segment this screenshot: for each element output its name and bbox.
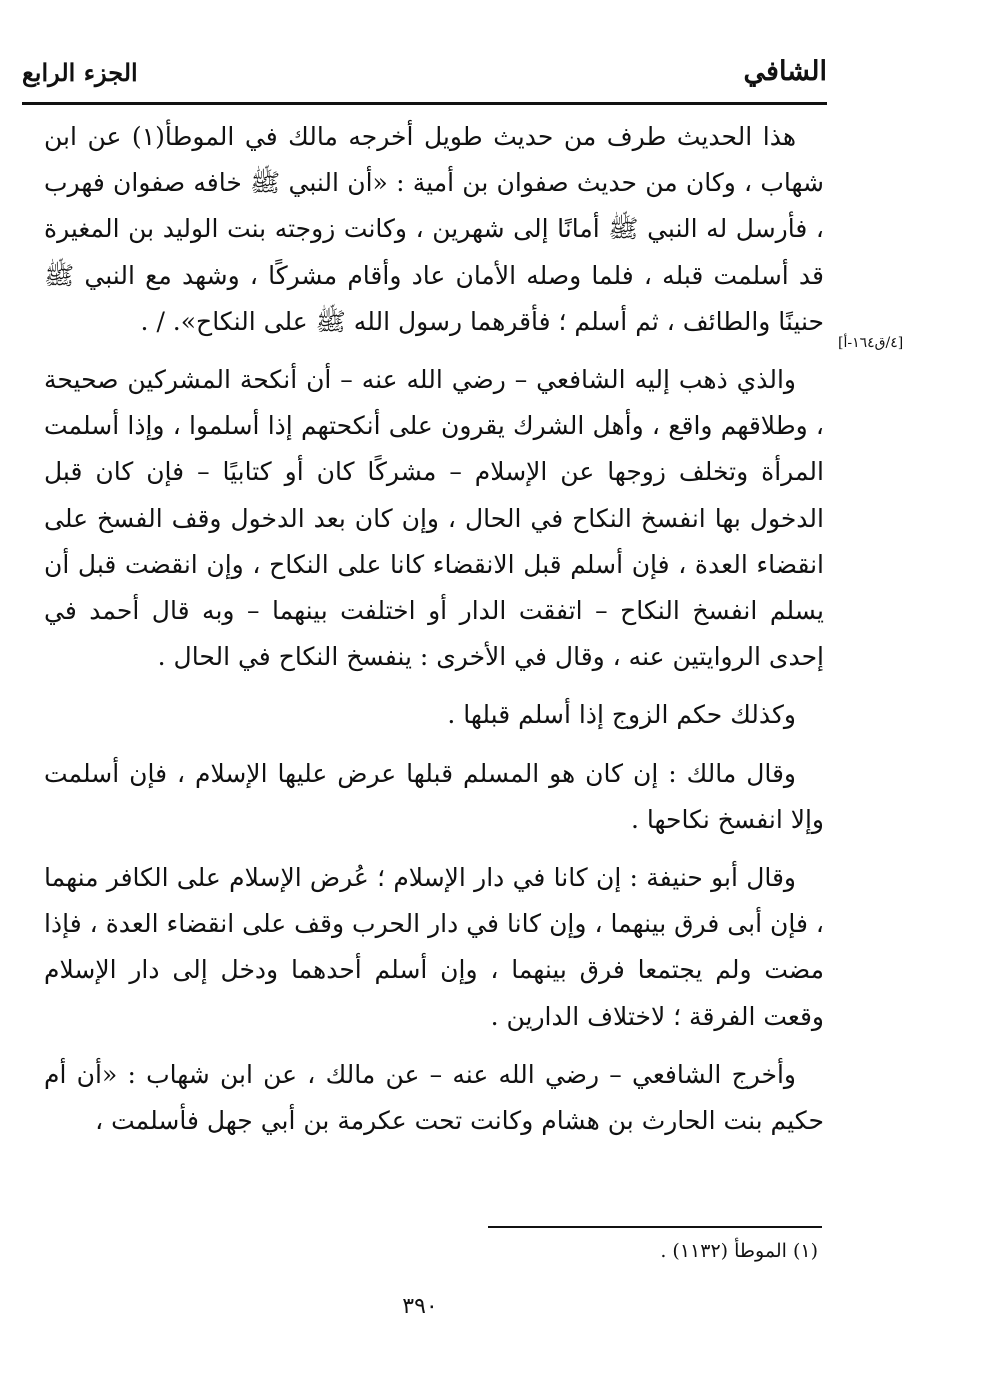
paragraph-shafii-narration: وأخرج الشافعي – رضي الله عنه – عن مالك ، عن ابن شهاب : «أن أم حكيم بنت الحارث بن هشام وكانت تحت عكرمة بن أبي جهل فأسلمت ، (44, 1059, 824, 1136)
main-text (44, 114, 824, 1156)
manuscript-folio-reference: [٤/ق١٦٤-أ] (838, 335, 904, 351)
header-divider (22, 102, 827, 105)
paragraph-hadith-source: هذا الحديث طرف من حديث طويل أخرجه مالك في الموطأ(١) عن ابن شهاب ، وكان من حديث صفوان بن أمية : «أن النبي ﷺ خافه صفوان فهرب ، فأرسل له النبي ﷺ أمانًا إلى شهرين ، وكانت زوجته بنت الوليد بن المغيرة قد أسلمت قبله ، فلما وصله الأمان عاد وأقام مشركًا ، وشهد مع النبي ﷺ حنينًا والطائف ، ثم أسلم ؛ فأقرهما رسول الله ﷺ على النكاح». / . (44, 122, 824, 336)
paragraph-malik-view: وقال مالك : إن كان هو المسلم قبلها عرض عليها الإسلام ، فإن أسلمت وإلا انفسخ نكاحها . (44, 758, 824, 834)
paragraph-abu-hanifa-view: وقال أبو حنيفة : إن كانا في دار الإسلام ؛ عُرض الإسلام على الكافر منهما ، فإن أبى فرق بينهما ، وإن كانا في دار الحرب وقف على انقضاء العدة ، فإذا مضت ولم يجتمعا فرق بينهما ، وإن أسلم أحدهما ودخل إلى دار الإسلام وقعت الفرقة ؛ لاختلاف الدارين . (44, 863, 824, 1031)
page-header (22, 50, 827, 96)
paragraph-shafii-view: والذي ذهب إليه الشافعي – رضي الله عنه – أن أنكحة المشركين صحيحة ، وطلاقهم واقع ، وأهل الشرك يقرون على أنكحتهم إذا أسلموا ، وإذا أسلمت المرأة وتخلف زوجها عن الإسلام – مشركًا كان أو كتابيًا – فإن كان قبل الدخول بها انفسخ النكاح في الحال ، وإن كان بعد الدخول وقف الفسخ على انقضاء العدة ، فإن أسلم قبل الانقضاء كانا على النكاح ، وإن انقضت قبل أن يسلم انفسخ النكاح – اتفقت الدار أو اختلفت بينهما – وبه قال أحمد في إحدى الروايتين عنه ، وقال في الأخرى : ينفسخ النكاح في الحال . (44, 365, 824, 672)
page-number: ٣٩٠ (402, 1294, 438, 1319)
part-title: الجزء الرابع (22, 58, 138, 87)
book-title: الشافي (743, 56, 827, 87)
footnote: (١) الموطأ (١١٣٢) . (660, 1240, 818, 1262)
paragraph-husband-ruling: وكذلك حكم الزوج إذا أسلم قبلها . (447, 700, 796, 730)
footnote-divider (488, 1226, 822, 1228)
